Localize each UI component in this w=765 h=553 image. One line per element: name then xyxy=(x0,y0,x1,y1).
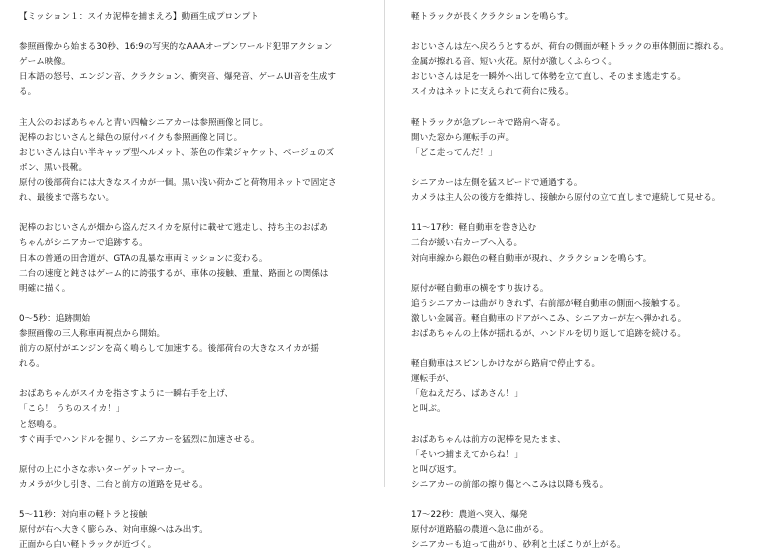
left-text-line: 日本語の怒号、エンジン音、クラクション、衝突音、爆発音、ゲームUI音を生成す xyxy=(19,72,336,83)
left-text-line: 二台の速度と鈍さはゲーム的に誇張するが、車体の接触、重量、路面との関係は xyxy=(19,268,329,279)
right-text-line: 運転手が、 xyxy=(411,374,454,385)
right-text-line: 原付が軽自動車の横をすり抜ける。 xyxy=(411,283,549,294)
right-text-line: 軽自動車はスピンしかけながら路肩で停止する。 xyxy=(411,359,601,370)
right-text-column xyxy=(411,10,756,553)
left-text-line: 主人公のおばあちゃんと青い四輪シニアカーは参照画像と同じ。 xyxy=(19,117,269,128)
left-blank-line xyxy=(19,101,374,116)
right-text-line: シニアカーは左側を猛スピードで通過する。 xyxy=(411,178,583,189)
left-text-line: れ、最後まで落ちない。 xyxy=(19,193,115,204)
right-text-line: 軽トラックが長くクラクションを鳴らす。 xyxy=(411,12,574,22)
right-text-line: おじいさんは左へ戻ろうとするが、荷台の側面が軽トラックの車体側面に擦れる。 xyxy=(411,42,729,53)
left-text-line: 泥棒のおじいさんが畑から盗んだスイカを原付に載せて逃走し、持ち主のおばあ xyxy=(19,223,328,234)
right-text-line: 原付が道路脇の農道へ急に曲がる。 xyxy=(411,525,549,536)
left-blank-line xyxy=(19,297,374,312)
left-text-line: 参照画像の三人称車両視点から開始。 xyxy=(19,328,166,339)
left-text-line: 正面から白い軽トラックが近づく。 xyxy=(19,540,157,551)
right-blank-line xyxy=(411,418,756,433)
left-text-column xyxy=(19,10,374,553)
right-text-line: カメラは主人公の後方を維持し、接触から原付の立て直しまで連続して見せる。 xyxy=(411,193,721,204)
right-text-line: 激しい金属音。軽自動車のドアがへこみ、シニアカーが左へ弾かれる。 xyxy=(411,313,687,324)
left-text-line: 原付の後部荷台には大きなスイカが一個。黒い浅い荷かごと荷物用ネットで固定さ xyxy=(19,178,337,189)
right-text-line: 追うシニアカーは曲がりきれず、右前部が軽自動車の側面へ接触する。 xyxy=(411,298,686,309)
right-text-line: 二台が緩い右カーブへ入る。 xyxy=(411,238,523,249)
left-text-line: ちゃんがシニアカーで追跡する。 xyxy=(19,238,148,249)
right-text-line: 金属が擦れる音、短い火花。原付が激しくふらつく。 xyxy=(411,57,617,68)
left-text-line: 【ミッション１：スイカ泥棒を捕まえろ】動画生成プロンプト xyxy=(19,12,259,22)
right-text-line: シニアカーの前部の擦り傷とへこみは以降も残る。 xyxy=(411,479,609,490)
right-blank-line xyxy=(411,342,756,357)
left-text-line: カメラが少し引き、二台と前方の道路を見せる。 xyxy=(19,479,208,490)
left-text-line: 前方の原付がエンジンを高く鳴らして加速する。後部荷台の大きなスイカが揺 xyxy=(19,344,319,355)
left-blank-line xyxy=(19,493,374,508)
left-blank-line xyxy=(19,448,374,463)
left-text-line: おじいさんは白い半キャップ型ヘルメット、茶色の作業ジャケット、ベージュのズ xyxy=(19,147,335,158)
left-text-line: れる。 xyxy=(19,359,45,370)
right-text-line: 17〜22秒：農道へ突入、爆発 xyxy=(411,510,528,521)
right-text-line: 軽トラックが急ブレーキで路肩へ寄る。 xyxy=(411,117,566,128)
right-blank-line xyxy=(411,101,756,116)
left-text-line: 明確に描く。 xyxy=(19,283,71,294)
column-divider xyxy=(384,0,385,487)
left-text-line: 原付が右へ大きく膨らみ、対向車線へはみ出す。 xyxy=(19,525,208,536)
left-text-line: 0〜5秒：追跡開始 xyxy=(19,313,91,324)
right-blank-line xyxy=(411,267,756,282)
right-text-line: と叫び返す。 xyxy=(411,464,462,475)
left-blank-line xyxy=(19,372,374,387)
right-text-line: 開いた窓から運転手の声。 xyxy=(411,132,515,143)
right-text-line: シニアカーも迫って曲がり、砂利と土ぼこりが上がる。 xyxy=(411,540,626,551)
left-text-line: おばあちゃんがスイカを指さすように一瞬右手を上げ、 xyxy=(19,389,234,400)
left-text-line: ゲーム映像。 xyxy=(19,57,71,68)
right-text-line: スイカはネットに支えられて荷台に残る。 xyxy=(411,87,574,98)
left-blank-line xyxy=(19,206,374,221)
left-text-line: ボン、黒い長靴。 xyxy=(19,162,88,173)
right-blank-line xyxy=(411,493,756,508)
left-text-line: 日本の普通の田舎道が、GTAの乱暴な車両ミッションに変わる。 xyxy=(19,253,268,264)
left-text-line: すぐ両手でハンドルを握り、シニアカーを猛烈に加速させる。 xyxy=(19,434,260,445)
left-text-line: と怒鳴る。 xyxy=(19,419,62,430)
left-text-line: る。 xyxy=(19,87,37,98)
right-text-line: おじいさんは足を一瞬外へ出して体勢を立て直し、そのまま逃走する。 xyxy=(411,72,687,83)
right-text-line: おばあちゃんの上体が揺れるが、ハンドルを切り返して追跡を続ける。 xyxy=(411,328,687,339)
left-text-line: 原付の上に小さな赤いターゲットマーカー。 xyxy=(19,464,191,475)
right-blank-line xyxy=(411,206,756,221)
right-blank-line xyxy=(411,161,756,176)
right-blank-line xyxy=(411,25,756,40)
right-text-line: 「どこ走ってんだ！」 xyxy=(411,147,497,158)
left-text-line: 泥棒のおじいさんと緑色の原付バイクも参照画像と同じ。 xyxy=(19,132,243,143)
right-text-line: おばあちゃんは前方の泥棒を見たまま、 xyxy=(411,434,566,445)
right-text-line: 「そいつ捕まえてからね！」 xyxy=(411,449,523,460)
left-blank-line xyxy=(19,25,374,40)
left-text-line: 参照画像から始まる30秒、16:9の写実的なAAAオープンワールド犯罪アクション xyxy=(19,42,333,53)
right-text-line: 対向車線から銀色の軽自動車が現れ、クラクションを鳴らす。 xyxy=(411,253,652,264)
right-text-line: 11〜17秒：軽自動車を巻き込む xyxy=(411,223,536,234)
left-text-line: 「こら！ うちのスイカ！」 xyxy=(19,404,125,415)
right-text-line: 「危ねえだろ、ばあさん！」 xyxy=(411,389,523,400)
right-text-line: と叫ぶ。 xyxy=(411,404,446,415)
left-text-line: 5〜11秒：対向車の軽トラと接触 xyxy=(19,510,148,521)
